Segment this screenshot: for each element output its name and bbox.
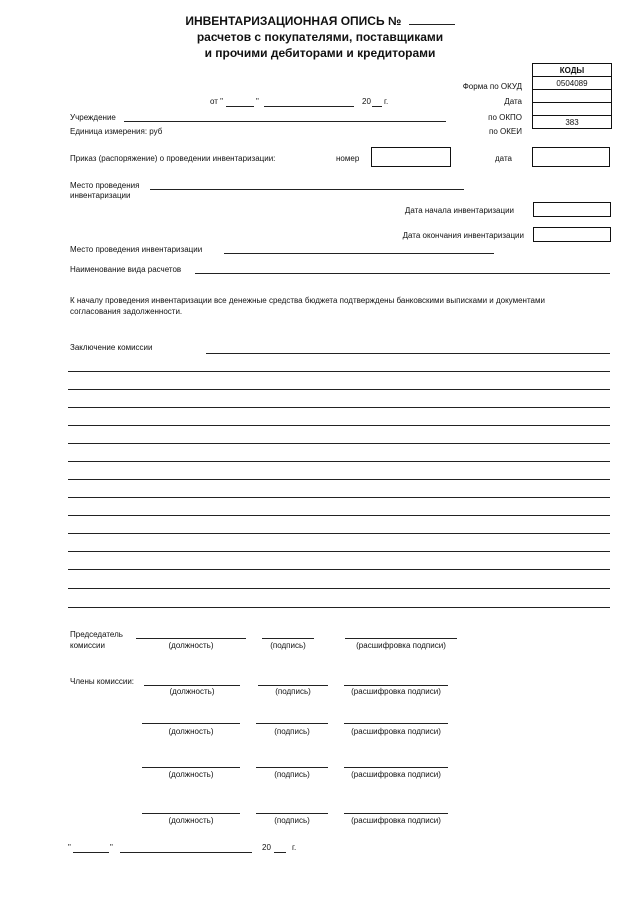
member-transcript-caption: (расшифровка подписи) xyxy=(351,727,441,736)
end-date-box[interactable] xyxy=(533,227,611,242)
chairman-position-caption: (должность) xyxy=(168,641,214,650)
start-date-label: Дата начала инвентаризации xyxy=(404,206,514,215)
settlement-type-label: Наименование вида расчетов xyxy=(70,265,182,274)
member-transcript-line[interactable] xyxy=(344,813,448,814)
order-number-label: номер xyxy=(336,154,360,163)
codes-header: КОДЫ xyxy=(533,64,612,77)
date-label: Дата xyxy=(504,97,522,106)
statement-line-1: К началу проведения инвентаризации все денежные средства бюджета подтверждены банковскими выписками и документами xyxy=(70,296,545,305)
footer-year-blank[interactable] xyxy=(274,852,286,853)
member-transcript-caption: (расшифровка подписи) xyxy=(351,816,441,825)
chairman-position-line[interactable] xyxy=(136,638,246,639)
okud-label: Форма по ОКУД xyxy=(462,82,522,91)
member-position-line[interactable] xyxy=(142,723,240,724)
member-signature-line[interactable] xyxy=(256,767,328,768)
place-full-label: Место проведения инвентаризации xyxy=(70,245,203,254)
members-label: Члены комиссии: xyxy=(70,677,135,686)
footer-day-blank[interactable] xyxy=(73,852,109,853)
member-position-line[interactable] xyxy=(142,813,240,814)
conclusion-line[interactable] xyxy=(68,607,610,608)
place-full-line[interactable] xyxy=(224,253,494,254)
chairman-label-1: Председатель xyxy=(70,630,123,639)
chairman-signature-caption: (подпись) xyxy=(270,641,306,650)
institution-label: Учреждение xyxy=(70,113,116,122)
subtitle-line-2: расчетов с покупателями, поставщиками xyxy=(196,30,444,44)
conclusion-line[interactable] xyxy=(68,371,610,372)
order-date-label: дата xyxy=(495,154,512,163)
date-year-suffix: г. xyxy=(384,97,389,106)
unit-label: Единица измерения: руб xyxy=(70,127,163,136)
member-transcript-caption: (расшифровка подписи) xyxy=(351,770,441,779)
member-signature-line[interactable] xyxy=(256,813,328,814)
conclusion-line[interactable] xyxy=(68,551,610,552)
member-transcript-line[interactable] xyxy=(344,685,448,686)
member-transcript-line[interactable] xyxy=(344,723,448,724)
conclusion-line[interactable] xyxy=(68,533,610,534)
member-position-caption: (должность) xyxy=(168,770,214,779)
member-position-caption: (должность) xyxy=(168,816,214,825)
conclusion-line[interactable] xyxy=(68,425,610,426)
conclusion-line[interactable] xyxy=(206,353,610,354)
conclusion-line[interactable] xyxy=(68,588,610,589)
date-quote: " xyxy=(256,97,259,106)
member-signature-caption: (подпись) xyxy=(275,687,311,696)
conclusion-line[interactable] xyxy=(68,569,610,570)
member-transcript-line[interactable] xyxy=(344,767,448,768)
member-signature-caption: (подпись) xyxy=(274,816,310,825)
member-position-line[interactable] xyxy=(142,767,240,768)
date-code-cell[interactable] xyxy=(533,90,612,103)
okpo-code-cell[interactable] xyxy=(533,103,612,116)
member-position-caption: (должность) xyxy=(169,687,215,696)
member-signature-caption: (подпись) xyxy=(274,727,310,736)
conclusion-line[interactable] xyxy=(68,515,610,516)
subtitle-line-3: и прочими дебиторами и кредиторами xyxy=(204,46,436,60)
conclusion-line[interactable] xyxy=(68,443,610,444)
member-signature-line[interactable] xyxy=(258,685,328,686)
okud-value: 0504089 xyxy=(533,77,612,90)
chairman-label-2: комиссии xyxy=(70,641,105,650)
member-position-line[interactable] xyxy=(144,685,240,686)
place-label-2: инвентаризации xyxy=(70,191,131,200)
settlement-type-line[interactable] xyxy=(195,273,610,274)
month-blank[interactable] xyxy=(264,106,354,107)
footer-quote-open: " xyxy=(68,843,71,852)
end-date-label: Дата окончания инвентаризации xyxy=(402,231,524,240)
member-transcript-caption: (расшифровка подписи) xyxy=(351,687,441,696)
chairman-transcript-line[interactable] xyxy=(345,638,457,639)
day-blank[interactable] xyxy=(226,106,254,107)
year-blank[interactable] xyxy=(372,106,382,107)
footer-quote-close: " xyxy=(110,843,113,852)
order-number-box[interactable] xyxy=(371,147,451,167)
footer-year-suffix: г. xyxy=(292,843,297,852)
date-year-label: 20 xyxy=(362,97,371,106)
chairman-transcript-caption: (расшифровка подписи) xyxy=(356,641,446,650)
institution-line[interactable] xyxy=(124,121,446,122)
place-line[interactable] xyxy=(150,189,464,190)
footer-month-blank[interactable] xyxy=(120,852,252,853)
member-position-caption: (должность) xyxy=(168,727,214,736)
okpo-label: по ОКПО xyxy=(488,113,522,122)
date-from-label: от " xyxy=(210,97,223,106)
form-title xyxy=(0,14,640,28)
order-label: Приказ (распоряжение) о проведении инвентаризации: xyxy=(70,154,276,163)
chairman-signature-line[interactable] xyxy=(262,638,314,639)
conclusion-line[interactable] xyxy=(68,479,610,480)
conclusion-line[interactable] xyxy=(68,461,610,462)
codes-table xyxy=(532,63,612,129)
form-number-blank[interactable] xyxy=(409,24,455,25)
place-label-1: Место проведения xyxy=(70,181,140,190)
conclusion-line[interactable] xyxy=(68,497,610,498)
conclusion-line[interactable] xyxy=(68,407,610,408)
footer-year-label: 20 xyxy=(262,843,271,852)
okei-label: по ОКЕИ xyxy=(489,127,522,136)
title-line-1: ИНВЕНТАРИЗАЦИОННАЯ ОПИСЬ № xyxy=(185,14,402,28)
start-date-box[interactable] xyxy=(533,202,611,217)
okei-value: 383 xyxy=(533,116,612,129)
conclusion-line[interactable] xyxy=(68,389,610,390)
statement-line-2: согласования задолженности. xyxy=(70,307,183,316)
member-signature-line[interactable] xyxy=(256,723,328,724)
order-date-box[interactable] xyxy=(532,147,610,167)
conclusion-label: Заключение комиссии xyxy=(70,343,153,352)
member-signature-caption: (подпись) xyxy=(274,770,310,779)
